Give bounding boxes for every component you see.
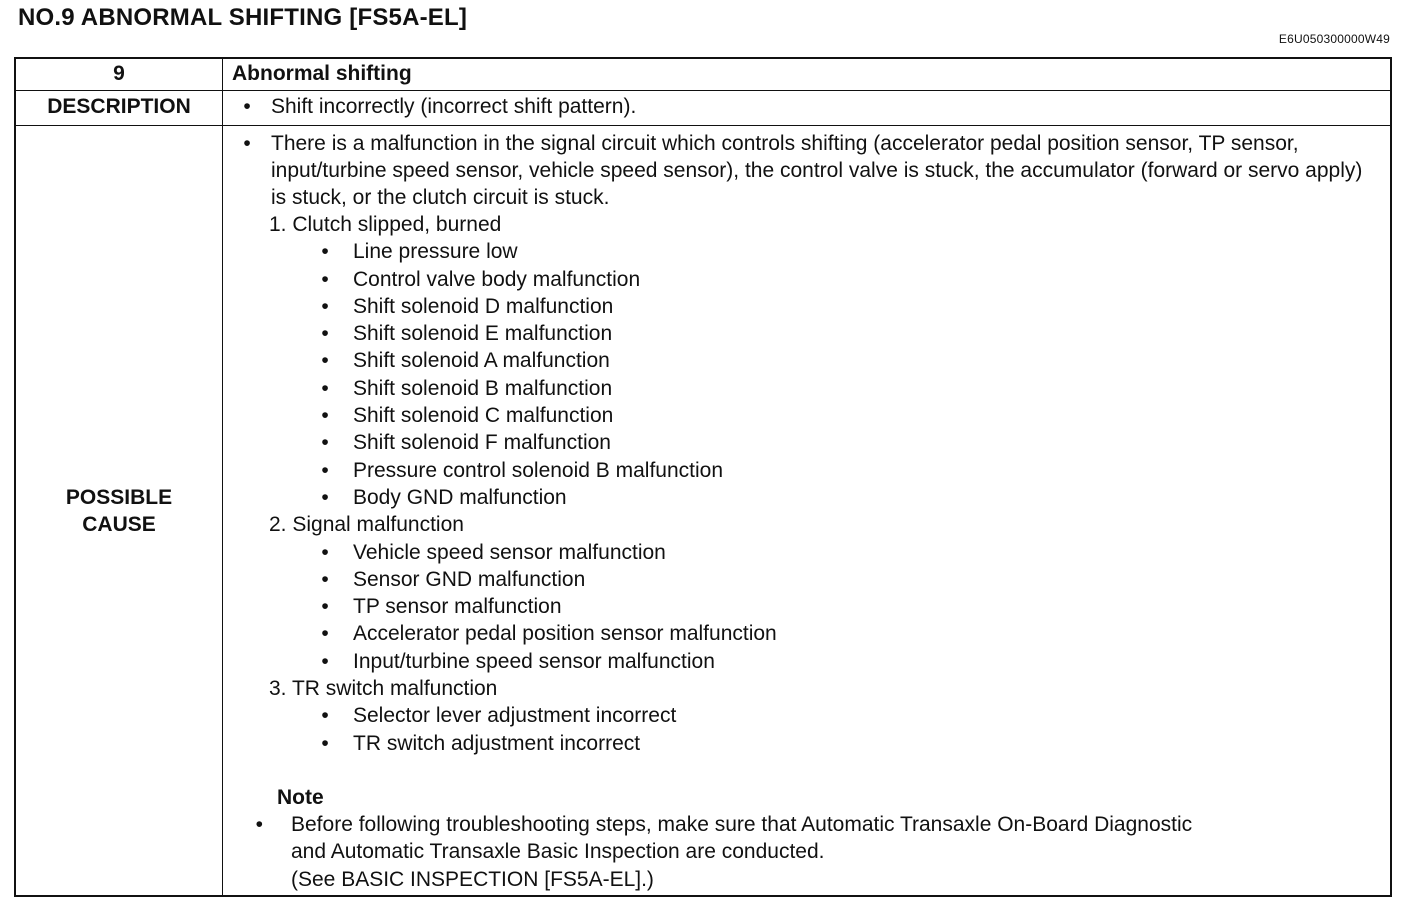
cause-list-item — [223, 402, 1390, 429]
bullet-icon: • — [321, 294, 329, 318]
note-text — [291, 811, 1390, 894]
cause-list-item — [223, 593, 1390, 620]
cause-item-text: Pressure control solenoid B malfunction — [353, 458, 724, 482]
cause-item-text: Shift solenoid E malfunction — [353, 322, 613, 346]
table-header-row — [15, 58, 1391, 91]
bullet-icon: • — [321, 376, 329, 400]
bullet-icon: • — [321, 731, 329, 755]
description-row — [15, 91, 1391, 126]
cause-item-text: Shift solenoid A malfunction — [353, 349, 610, 373]
cause-item-text: Shift solenoid F malfunction — [353, 431, 611, 455]
cause-list-item — [223, 539, 1390, 566]
bullet-icon: • — [321, 567, 329, 591]
cause-group-title: 3. TR switch malfunction — [269, 677, 498, 701]
note-line-3: (See BASIC INSPECTION [FS5A-EL].) — [291, 867, 654, 891]
bullet-icon: • — [255, 812, 263, 836]
possible-cause-label — [15, 126, 223, 897]
description-label: DESCRIPTION — [15, 91, 223, 126]
cause-group-title: 2. Signal malfunction — [269, 513, 464, 537]
cause-list-item — [223, 375, 1390, 402]
cause-item-text: Shift solenoid B malfunction — [353, 376, 613, 400]
note-line-2: and Automatic Transaxle Basic Inspection are conducted. — [291, 840, 825, 864]
step-number: 9 — [15, 58, 223, 91]
bullet-icon: • — [321, 431, 329, 455]
note-title: Note — [277, 785, 324, 809]
cause-list-item — [223, 238, 1390, 265]
bullet-icon: • — [321, 595, 329, 619]
bullet-icon: • — [321, 485, 329, 509]
bullet-icon: • — [321, 540, 329, 564]
cause-list-item — [223, 730, 1390, 757]
cause-item-text: Accelerator pedal position sensor malfunction — [353, 622, 777, 646]
cause-item-text: Sensor GND malfunction — [353, 567, 586, 591]
cause-list-item — [223, 293, 1390, 320]
troubleshooting-table — [14, 57, 1392, 897]
bullet-icon: • — [321, 458, 329, 482]
description-text: Shift incorrectly (incorrect shift pattern). — [271, 95, 637, 118]
description-cell — [223, 91, 1392, 126]
cause-item-text: Shift solenoid D malfunction — [353, 294, 614, 318]
possible-cause-label-line1: POSSIBLE — [65, 485, 173, 509]
cause-item-text: TR switch adjustment incorrect — [353, 731, 641, 755]
bullet-icon: • — [321, 704, 329, 728]
possible-cause-cell — [223, 126, 1392, 897]
cause-list-item — [223, 429, 1390, 456]
bullet-icon: • — [321, 240, 329, 264]
cause-list-item — [223, 320, 1390, 347]
note-line-1: Before following troubleshooting steps, make sure that Automatic Transaxle On-Board Diagnostic — [291, 812, 1193, 836]
cause-item-text: Control valve body malfunction — [353, 267, 641, 291]
cause-item-text: Selector lever adjustment incorrect — [353, 704, 677, 728]
page-title: NO.9 ABNORMAL SHIFTING [FS5A-EL] — [18, 4, 468, 31]
bullet-icon: • — [321, 267, 329, 291]
cause-list-item — [223, 566, 1390, 593]
bullet-icon: • — [321, 622, 329, 646]
bullet-icon: • — [243, 95, 251, 118]
cause-list-item — [223, 702, 1390, 729]
cause-item-text: TP sensor malfunction — [353, 595, 562, 619]
bullet-icon: • — [321, 649, 329, 673]
cause-groups — [223, 211, 1390, 757]
cause-item-text: Body GND malfunction — [353, 485, 567, 509]
cause-item-text: Vehicle speed sensor malfunction — [353, 540, 666, 564]
possible-cause-row — [15, 126, 1391, 897]
bullet-icon: • — [321, 349, 329, 373]
cause-intro-text: There is a malfunction in the signal circuit which controls shifting (accelerator pedal position sensor, TP sensor, input/turbine speed sensor, vehicle speed sensor), the control valve is stuck, the accumulator (forward or servo apply) is stuck, or the clutch circuit is stuck. — [271, 132, 1363, 209]
heading-cell — [223, 58, 1392, 91]
cause-group-title: 1. Clutch slipped, burned — [269, 213, 502, 236]
cause-list-item — [223, 484, 1390, 511]
cause-list-item — [223, 266, 1390, 293]
document-id: E6U050300000W49 — [1278, 32, 1390, 46]
cause-list-item — [223, 347, 1390, 374]
symptom-heading: Abnormal shifting — [232, 62, 412, 85]
bullet-icon: • — [321, 322, 329, 346]
possible-cause-label-line2: CAUSE — [82, 512, 156, 536]
cause-list-item — [223, 648, 1390, 675]
cause-item-text: Shift solenoid C malfunction — [353, 404, 614, 428]
cause-list-item — [223, 457, 1390, 484]
cause-item-text: Line pressure low — [353, 240, 518, 264]
cause-list-item — [223, 620, 1390, 647]
cause-item-text: Input/turbine speed sensor malfunction — [353, 649, 715, 673]
bullet-icon: • — [321, 404, 329, 428]
bullet-icon: • — [243, 132, 251, 155]
